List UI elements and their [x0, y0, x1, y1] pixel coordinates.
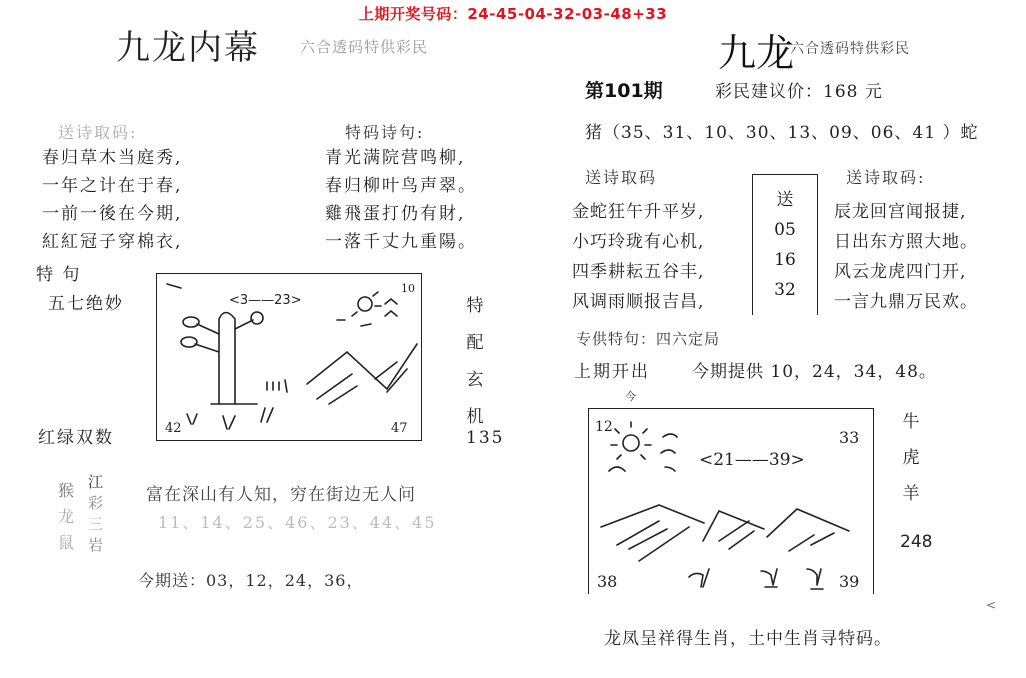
box-number: 16 — [774, 250, 796, 270]
side-char: 玄 — [466, 370, 484, 390]
box-label: 送 — [776, 190, 794, 210]
zodiac-col-1 — [58, 478, 74, 556]
pig-snake-row: 猪（35、31、10、30、13、09、06、41 ）蛇 — [585, 123, 979, 143]
special-line: 专供特句：四六定局 — [576, 330, 721, 348]
side-char: 配 — [466, 333, 484, 353]
right-poem-right-header: 送诗取码: — [846, 168, 926, 187]
poem-line: 青光满院营鸣柳, — [325, 148, 466, 168]
side-char: 特 — [466, 296, 484, 316]
sketch-sun-mountain-icon — [589, 409, 873, 594]
proverb: 富在深山有人知，穷在街边无人问 — [146, 485, 416, 505]
poem-line: 春归柳叶鸟声翠。 — [325, 176, 477, 196]
right-title: 九龙 — [718, 31, 795, 75]
number-row: 11、14、25、46、23、44、45 — [158, 513, 437, 532]
right-side-vertical — [898, 404, 924, 512]
poem-line: 日出东方照大地。 — [834, 232, 978, 252]
issue-number: 第101期 — [585, 80, 663, 102]
corner-bottom-right: 39 — [839, 572, 860, 591]
poem-line: 雞飛蛋打仍有財, — [325, 204, 466, 224]
sketch-range: <3——23> — [229, 293, 302, 308]
poem-line: 小巧玲珑有心机, — [572, 232, 705, 252]
side-char: 机 — [466, 407, 484, 427]
poem-line: 一前一後在今期, — [42, 204, 183, 224]
corner-top-left: 12 — [595, 419, 613, 435]
side-char: 羊 — [902, 484, 920, 504]
left-subtitle: 六合透码特供彩民 — [300, 38, 429, 56]
sketch-range: <21——39> — [699, 450, 805, 470]
banner-label: 上期开奖号码： — [358, 5, 468, 23]
zodiac-char: 岩 — [88, 536, 104, 554]
poem-line: 一落千丈九重陽。 — [325, 232, 477, 252]
right-side-number: 248 — [900, 532, 933, 552]
price — [715, 77, 883, 102]
price-value: 168 元 — [823, 82, 883, 102]
corner-top-right: 10 — [401, 282, 415, 295]
poem-line: 紅紅冠子穿棉衣, — [42, 232, 183, 252]
right-poem-header: 特码诗句: — [345, 123, 425, 142]
right-poem-right — [834, 197, 978, 317]
send-number-box — [752, 174, 818, 315]
box-number: 32 — [774, 280, 796, 300]
right-poem-left — [572, 197, 704, 317]
poem-line: 春归草木当庭秀, — [42, 148, 183, 168]
last-issue-label: 上期开出 — [574, 362, 650, 382]
right-subtitle: 六合透码特供彩民 — [790, 41, 910, 57]
zodiac-char: 三 — [88, 515, 104, 533]
poem-line: 风云龙虎四门开, — [834, 262, 967, 282]
poem-line: 一年之计在于春, — [42, 176, 183, 196]
poem-line: 风调雨顺报吉昌, — [572, 292, 705, 312]
side-char: 虎 — [902, 448, 920, 468]
this-issue-send: 今期送：03，12，24，36， — [138, 571, 364, 590]
poem-line: 辰龙回宫闻报捷, — [834, 202, 967, 222]
corner-bottom-left: 42 — [165, 421, 182, 436]
special-label: 特 句 — [36, 265, 82, 285]
corner-top-right: 33 — [839, 428, 860, 447]
small-mark: 今 — [625, 390, 636, 403]
left-title: 九龙内幕 — [116, 28, 260, 68]
price-label: 彩民建议价： — [715, 82, 823, 102]
red-green-label: 红绿双数 — [38, 428, 114, 448]
banner-numbers: 24-45-04-32-03-48+33 — [467, 5, 668, 23]
poem-line: 四季耕耘五谷丰, — [572, 262, 705, 282]
side-char: 牛 — [902, 412, 920, 432]
zodiac-char: 彩 — [88, 494, 104, 512]
right-poem-left-header: 送诗取码 — [585, 168, 658, 187]
left-side-number: 135 — [466, 428, 505, 448]
poem-line: 金蛇狂午升平岁, — [572, 202, 705, 222]
box-number: 05 — [774, 220, 796, 240]
right-sketch-box — [588, 408, 874, 594]
sketch-tree-mountain-icon — [157, 274, 421, 440]
corner-bottom-right: 47 — [391, 421, 408, 436]
zodiac-char: 猴 — [58, 481, 75, 500]
stray-mark: < — [986, 598, 997, 612]
zodiac-char: 鼠 — [58, 533, 75, 552]
poem-line: 一言九鼎万民欢。 — [834, 292, 978, 312]
footer-line: 龙凤呈祥得生肖，土中生肖寻特码。 — [604, 629, 892, 649]
left-side-vertical — [462, 288, 488, 436]
special-value: 五七绝妙 — [48, 294, 124, 314]
left-sketch-box — [156, 273, 422, 441]
left-poem-header: 送诗取码: — [58, 123, 138, 142]
this-issue-offer: 今期提供 10，24，34，48。 — [692, 362, 937, 382]
special-poem — [325, 144, 477, 256]
zodiac-char: 江 — [88, 473, 104, 491]
zodiac-char: 龙 — [58, 507, 75, 526]
left-poem — [42, 144, 182, 256]
zodiac-col-2 — [88, 472, 103, 556]
corner-bottom-left: 38 — [597, 572, 618, 591]
